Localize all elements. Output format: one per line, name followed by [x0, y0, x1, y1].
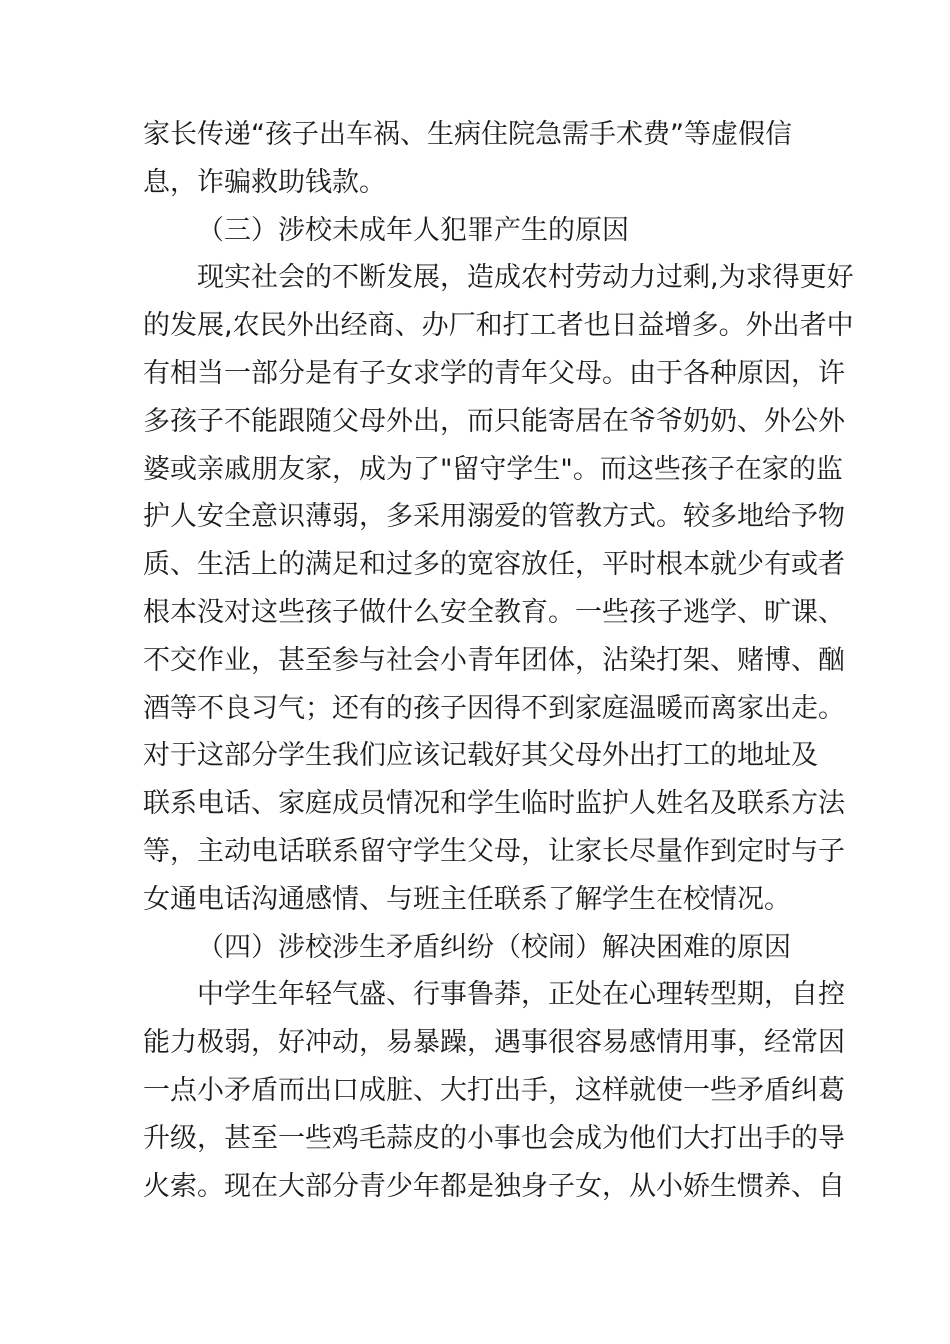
- text-line: 现实社会的不断发展，造成农村劳动力过剩,为求得更好: [197, 262, 854, 294]
- text-line: 多孩子不能跟随父母外出，而只能寄居在爷爷奶奶、外公外: [143, 405, 845, 437]
- text-line: （三）涉校未成年人犯罪产生的原因: [197, 214, 629, 246]
- text-line: 有相当一部分是有子女求学的青年父母。由于各种原因，许: [143, 357, 845, 389]
- text-line: 对于这部分学生我们应该记载好其父母外出打工的地址及: [143, 740, 818, 772]
- text-line: 家长传递“孩子出车祸、生病住院急需手术费”等虚假信: [143, 119, 792, 150]
- text-line: 等，主动电话联系留守学生父母，让家长尽量作到定时与子: [143, 835, 845, 867]
- text-line: 升级，甚至一些鸡毛蒜皮的小事也会成为他们大打出手的导: [143, 1122, 845, 1154]
- text-line: 护人安全意识薄弱，多采用溺爱的管教方式。较多地给予物: [143, 501, 845, 533]
- text-line: 不交作业，甚至参与社会小青年团体，沾染打架、赌博、酗: [143, 644, 845, 676]
- text-line: 息，诈骗救助钱款。: [143, 166, 386, 198]
- text-line: 质、生活上的满足和过多的宽容放任，平时根本就少有或者: [143, 549, 845, 581]
- text-line: 能力极弱，好冲动，易暴躁，遇事很容易感情用事，经常因: [143, 1027, 845, 1059]
- text-line: 酒等不良习气；还有的孩子因得不到家庭温暖而离家出走。: [143, 692, 845, 724]
- text-line: 婆或亲戚朋友家，成为了"留守学生"。而这些孩子在家的监: [143, 453, 843, 485]
- text-line: 的发展,农民外出经商、办厂和打工者也日益增多。外出者中: [143, 310, 854, 342]
- text-line: 中学生年轻气盛、行事鲁莽，正处在心理转型期，自控: [197, 979, 845, 1011]
- text-line: （四）涉校涉生矛盾纠纷（校闹）解决困难的原因: [197, 931, 791, 963]
- text-line: 根本没对这些孩子做什么安全教育。一些孩子逃学、旷课、: [143, 596, 845, 628]
- text-line: 一点小矛盾而出口成脏、大打出手，这样就使一些矛盾纠葛: [143, 1074, 845, 1106]
- text-line: 联系电话、家庭成员情况和学生临时监护人姓名及联系方法: [143, 788, 845, 820]
- text-line: 女通电话沟通感情、与班主任联系了解学生在校情况。: [143, 883, 791, 915]
- document-body: [143, 111, 854, 1210]
- text-line: 火索。现在大部分青少年都是独身子女，从小娇生惯养、自: [143, 1170, 845, 1202]
